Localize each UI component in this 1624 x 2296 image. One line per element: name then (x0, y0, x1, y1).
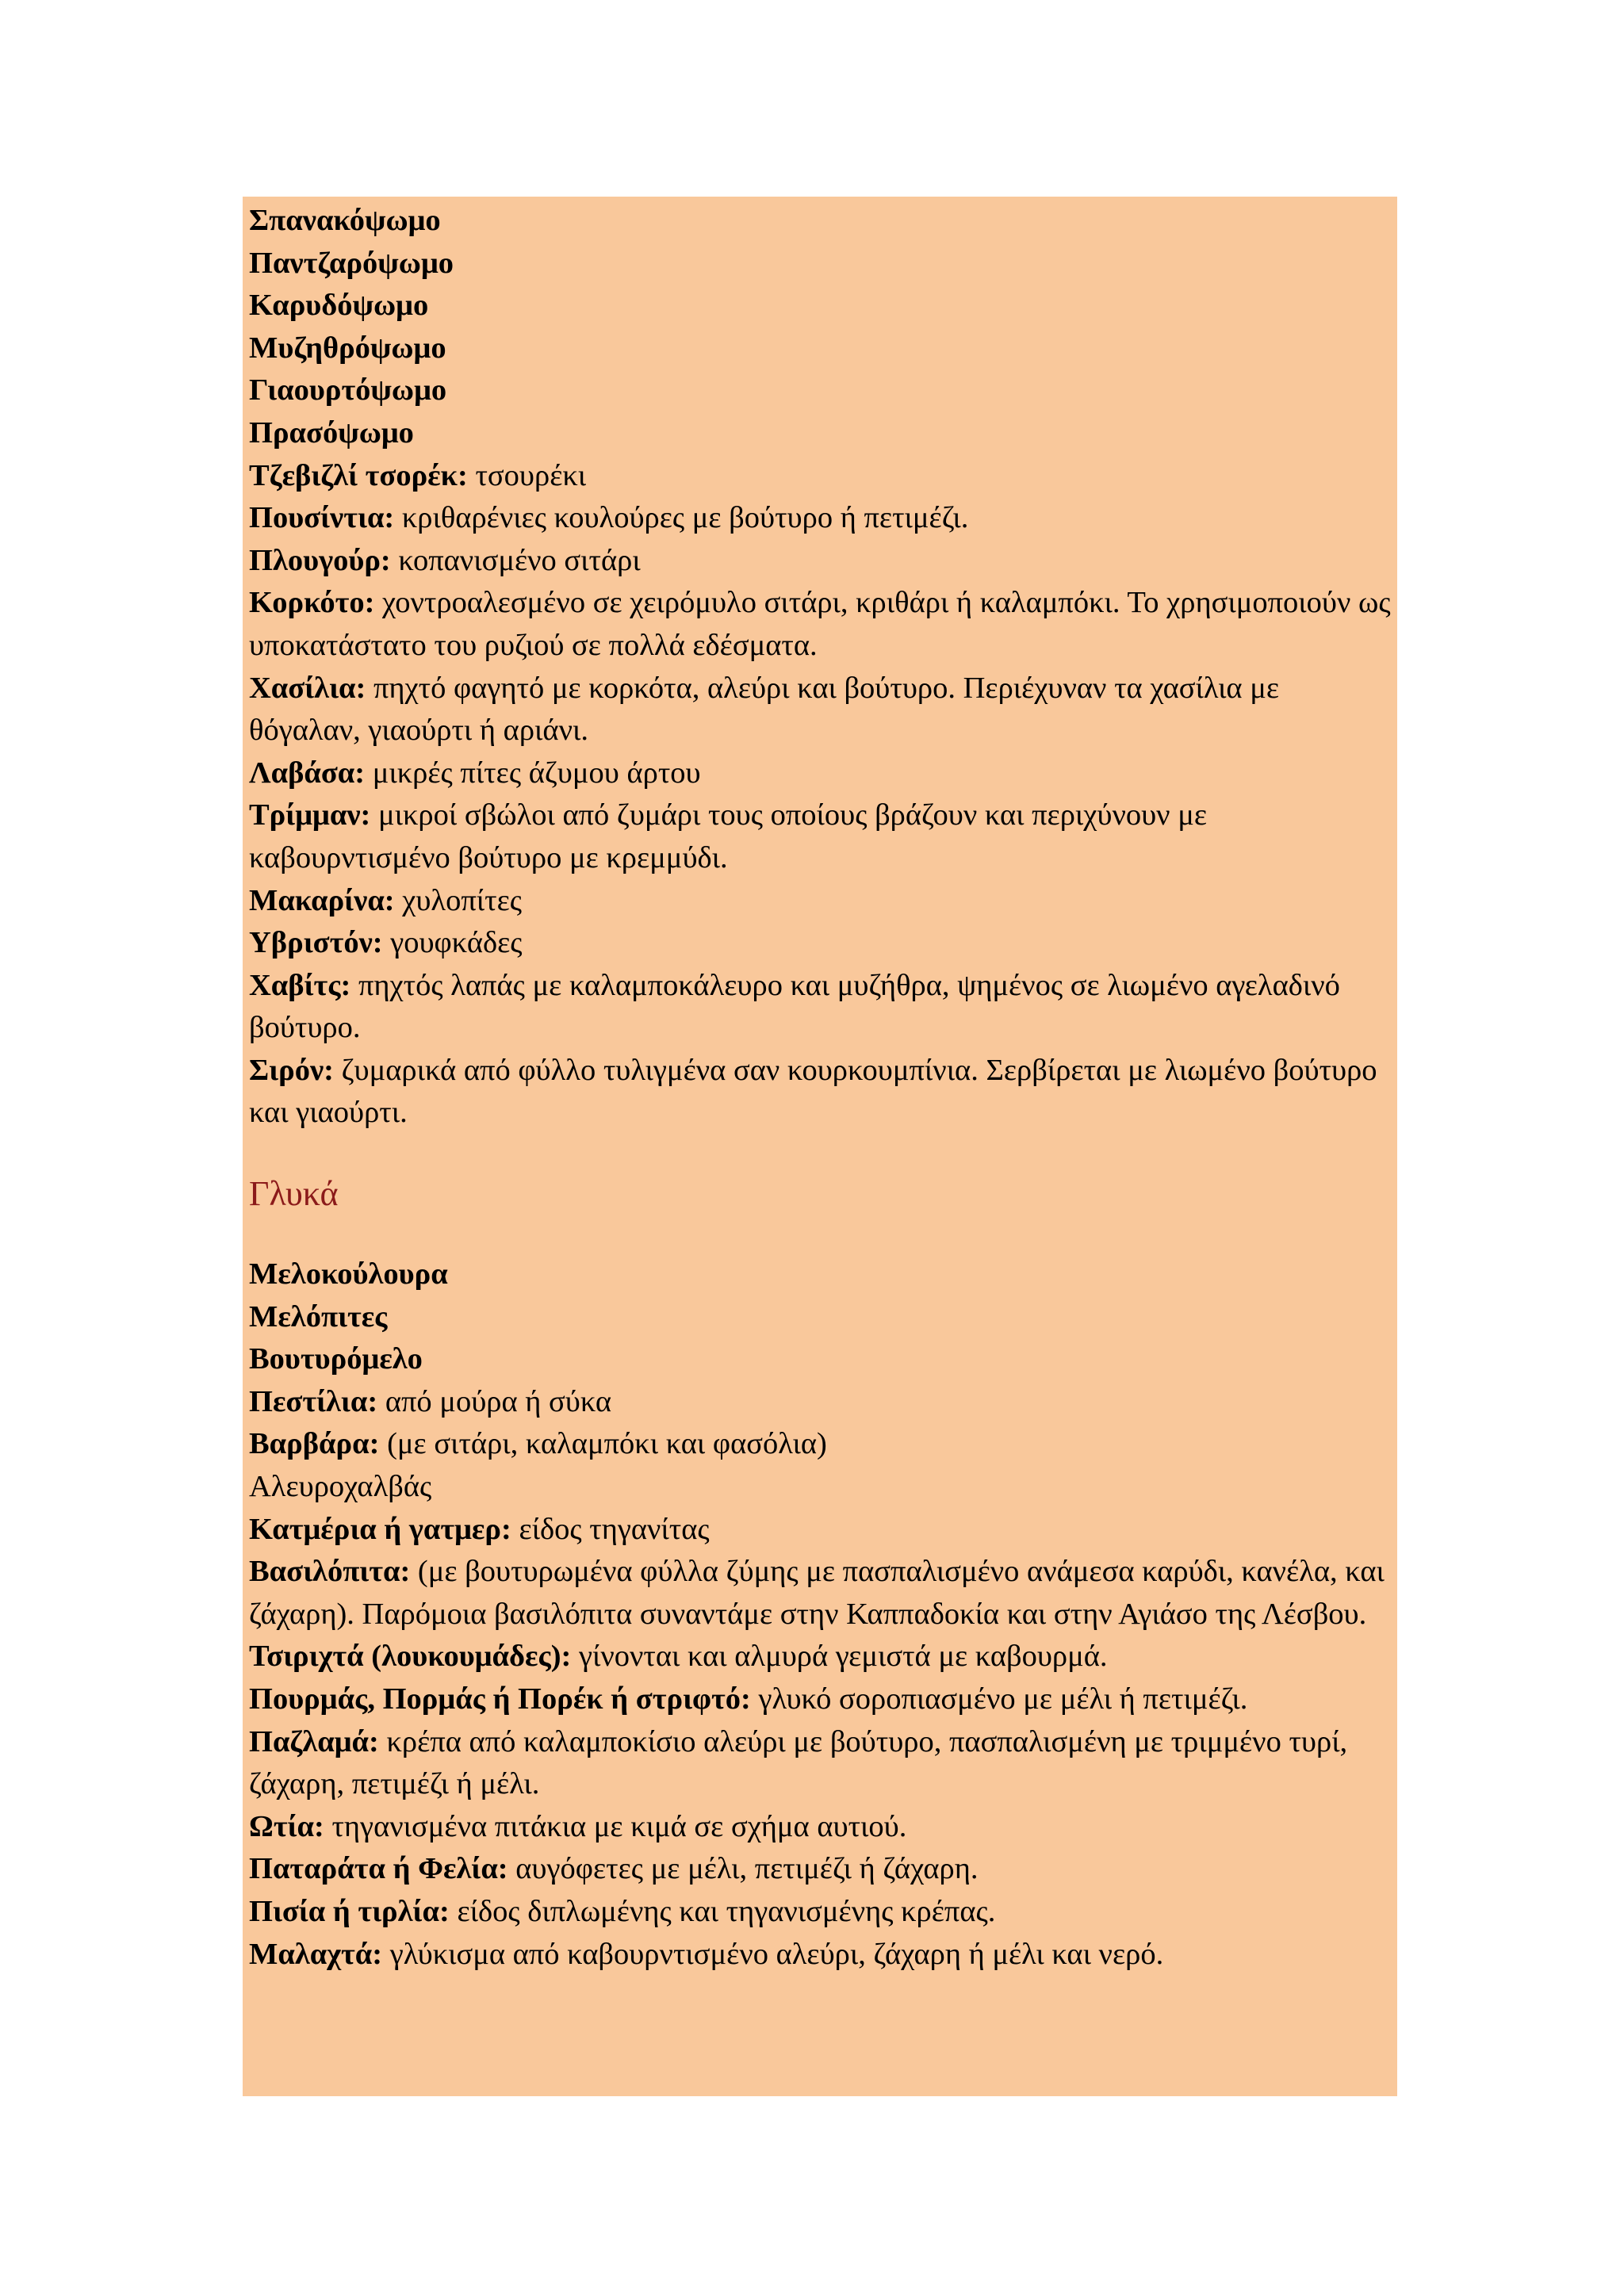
glossary-entry (249, 1466, 1391, 1509)
glossary-entry (249, 1848, 1391, 1891)
entry-description: γλυκό σοροπιασμένο με μέλι ή πετιμέζι. (750, 1682, 1248, 1716)
glossary-entry (249, 1721, 1391, 1806)
entry-term: Πλουγούρ: (249, 543, 391, 577)
entry-description: κριθαρένιες κουλούρες με βούτυρο ή πετιμέζι. (394, 501, 969, 535)
glossary-entry (249, 965, 1391, 1050)
glossary-entry (249, 497, 1391, 540)
entry-term: Χαβίτς: (249, 968, 351, 1002)
entry-description: Αλευροχαλβάς (249, 1470, 432, 1504)
entry-term: Βαρβάρα: (249, 1427, 380, 1461)
entry-description: ζυμαρικά από φύλλο τυλιγμένα σαν κουρκουμπίνια. Σερβίρεται με λιωμένο βούτυρο και γιαούρτι. (249, 1053, 1377, 1130)
glossary-entry (249, 200, 1391, 243)
entry-description: μικρές πίτες άζυμου άρτου (365, 756, 701, 790)
entry-description: πηχτό φαγητό με κορκότα, αλεύρι και βούτυρο. Περιέχυναν τα χασίλια με θόγαλαν, γιαούρτι ή αριάνι. (249, 671, 1280, 748)
glossary-entry (249, 1636, 1391, 1678)
entry-term: Χασίλια: (249, 671, 366, 705)
entry-description: (με σιτάρι, καλαμπόκι και φασόλια) (379, 1427, 827, 1461)
glossary-entry (249, 369, 1391, 412)
sweets-heading: Γλυκά (249, 1174, 339, 1214)
entry-term: Κορκότο: (249, 586, 375, 620)
glossary-entry (249, 243, 1391, 285)
entry-term: Τρίμμαν: (249, 798, 371, 832)
entry-term: Πρασόψωμο (249, 415, 414, 450)
entry-term: Μακαρίνα: (249, 883, 395, 917)
entry-term: Πουσίντια: (249, 501, 395, 535)
entry-description: χοντροαλεσμένο σε χειρόμυλο σιτάρι, κριθάρι ή καλαμπόκι. Το χρησιμοποιούν ως υποκατάστατο του ρυζιού σε πολλά εδέσματα. (249, 586, 1391, 662)
glossary-entry (249, 455, 1391, 498)
glossary-entry (249, 1934, 1391, 1976)
entry-description: τσουρέκι (467, 458, 587, 492)
glossary-entry (249, 1509, 1391, 1552)
entry-description: είδος τηγανίτας (511, 1512, 710, 1546)
entry-term: Υβριστόν: (249, 926, 383, 960)
glossary-entry (249, 880, 1391, 923)
entry-term: Μαλαχτά: (249, 1937, 383, 1971)
entry-term: Παταράτα ή Φελία: (249, 1852, 508, 1886)
entry-description: τηγανισμένα πιτάκια με κιμά σε σχήμα αυτιού. (324, 1809, 907, 1843)
entry-term: Μελοκούλουρα (249, 1257, 448, 1292)
entry-description: είδος διπλωμένης και τηγανισμένης κρέπας. (449, 1894, 996, 1928)
savory-list (249, 200, 1391, 1135)
entry-term: Ωτία: (249, 1809, 324, 1843)
entry-description: γουφκάδες (382, 926, 523, 960)
entry-term: Παζλαμά: (249, 1724, 379, 1758)
entry-description: μικροί σβώλοι από ζυμάρι τους οποίους βράζουν και περιχύνουν με καβουρντισμένο βούτυρο με κρεμμύδι. (249, 798, 1208, 874)
glossary-entry (249, 1381, 1391, 1424)
entry-term: Πεστίλια: (249, 1384, 378, 1418)
glossary-entry (249, 1423, 1391, 1466)
glossary-entry (249, 582, 1391, 667)
glossary-entry (249, 412, 1391, 455)
entry-term: Σιρόν: (249, 1053, 334, 1087)
glossary-entry (249, 668, 1391, 752)
glossary-entry (249, 285, 1391, 327)
entry-term: Πουρμάς, Πορμάς ή Πορέκ ή στριφτό: (249, 1682, 751, 1716)
entry-term: Πισία ή τιρλία: (249, 1894, 450, 1928)
entry-description: (με βουτυρωμένα φύλλα ζύμης με πασπαλισμένο ανάμεσα καρύδι, κανέλα, και ζάχαρη). Παρόμοια βασιλόπιτα συναντάμε στην Καππαδοκία και στην Αγιάσο της Λέσβου. (249, 1555, 1385, 1631)
entry-term: Τζεβιζλί τσορέκ: (249, 458, 468, 492)
entry-term: Βουτυρόμελο (249, 1342, 423, 1376)
entry-description: γίνονται και αλμυρά γεμιστά με καβουρμά. (571, 1640, 1108, 1674)
entry-term: Λαβάσα: (249, 756, 366, 790)
entry-term: Τσιριχτά (λουκουμάδες): (249, 1640, 572, 1674)
entry-term: Μυζηθρόψωμο (249, 331, 446, 365)
entry-description: κοπανισμένο σιτάρι (390, 543, 641, 577)
entry-term: Σπανακόψωμο (249, 204, 441, 237)
entry-term: Καρυδόψωμο (249, 289, 429, 323)
entry-description: κρέπα από καλαμποκίσιο αλεύρι με βούτυρο, πασπαλισμένη με τριμμένο τυρί, ζάχαρη, πετιμέζι ή μέλι. (249, 1724, 1348, 1801)
glossary-entry (249, 1678, 1391, 1721)
recipe-glossary-panel (243, 197, 1397, 2096)
glossary-entry (249, 1551, 1391, 1636)
entry-description: πηχτός λαπάς με καλαμποκάλευρο και μυζήθρα, ψημένος σε λιωμένο αγελαδινό βούτυρο. (249, 968, 1340, 1045)
glossary-entry (249, 752, 1391, 795)
glossary-entry (249, 1338, 1391, 1381)
entry-description: χυλοπίτες (394, 883, 523, 917)
entry-description: από μούρα ή σύκα (377, 1384, 612, 1418)
glossary-entry (249, 1891, 1391, 1934)
entry-description: αυγόφετες με μέλι, πετιμέζι ή ζάχαρη. (508, 1852, 979, 1886)
entry-description: γλύκισμα από καβουρντισμένο αλεύρι, ζάχαρη ή μέλι και νερό. (382, 1937, 1164, 1971)
entry-term: Μελόπιτες (249, 1299, 388, 1334)
glossary-entry (249, 327, 1391, 370)
sweets-list (249, 1253, 1391, 1976)
glossary-entry (249, 922, 1391, 965)
entry-term: Γιαουρτόψωμο (249, 373, 447, 408)
glossary-entry (249, 540, 1391, 583)
glossary-entry (249, 794, 1391, 879)
glossary-entry (249, 1050, 1391, 1135)
glossary-entry (249, 1253, 1391, 1296)
entry-term: Βασιλόπιτα: (249, 1555, 411, 1589)
entry-term: Κατμέρια ή γατμερ: (249, 1512, 511, 1546)
glossary-entry (249, 1806, 1391, 1849)
glossary-entry (249, 1296, 1391, 1339)
entry-term: Παντζαρόψωμο (249, 246, 454, 280)
